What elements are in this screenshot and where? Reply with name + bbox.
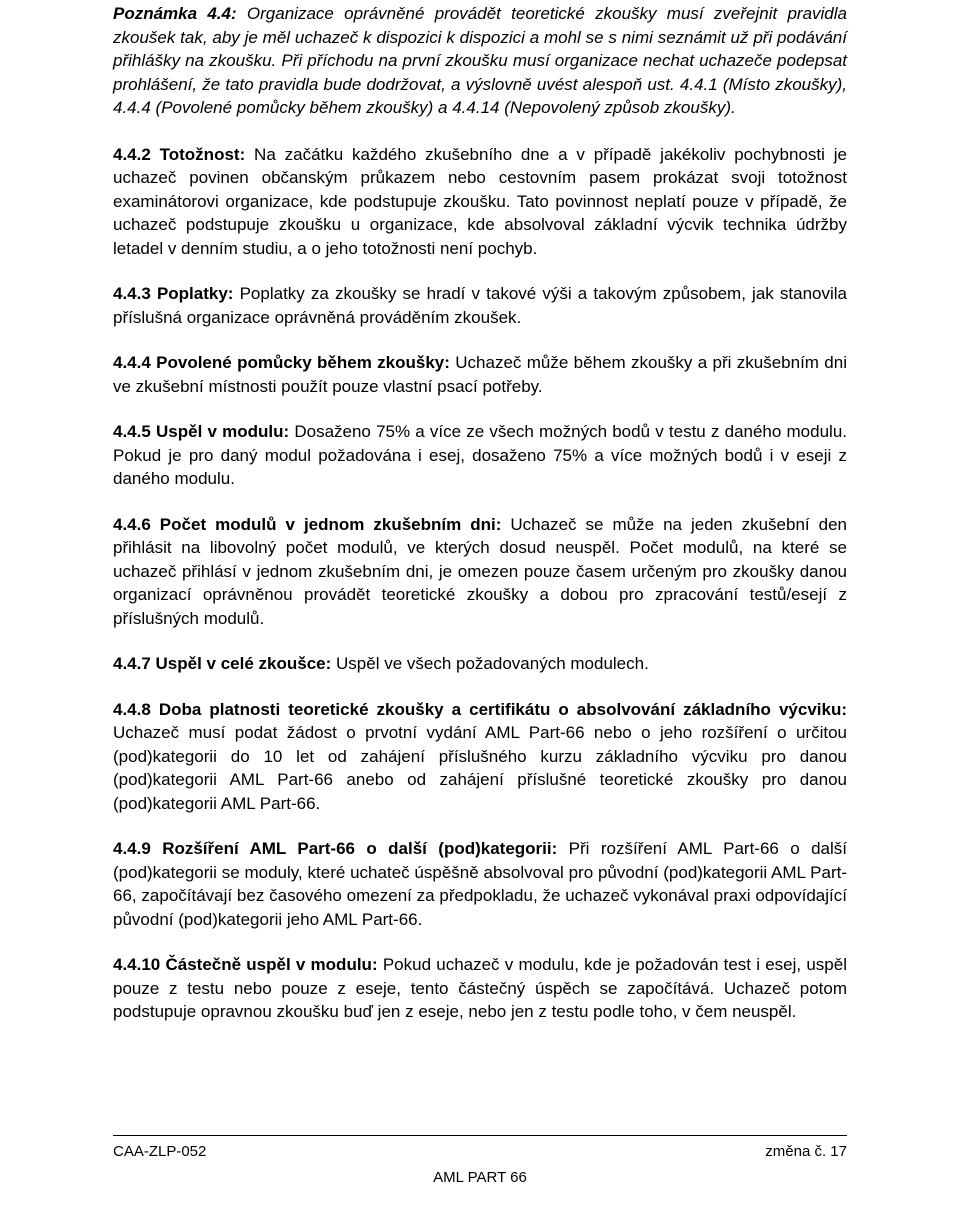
footer-revision: změna č. 17 <box>765 1143 847 1160</box>
footer-doc-id: CAA-ZLP-052 <box>113 1143 207 1160</box>
section-heading: 4.4.4 Povolené pomůcky během zkoušky: <box>113 353 450 372</box>
section-4-4-7 <box>113 652 847 676</box>
note-paragraph <box>113 2 847 120</box>
section-text: Uchazeč musí podat žádost o prvotní vydání AML Part-66 nebo o jeho rozšíření o určitou (pod)kategorii do 10 let od zahájení příslušného kurzu základního výcviku pro danou (pod)kategorii AML Part-66 anebo od zahájení příslušné teoretické zkoušky pro danou (pod)kategorii AML Part-66. <box>113 723 847 813</box>
section-4-4-6 <box>113 513 847 631</box>
footer-title: AML PART 66 <box>433 1169 527 1186</box>
section-4-4-2 <box>113 143 847 261</box>
document-page <box>113 0 847 1024</box>
section-heading: 4.4.2 Totožnost: <box>113 144 246 164</box>
section-4-4-8 <box>113 698 847 816</box>
page-footer <box>113 1135 847 1186</box>
note-label: Poznámka 4.4: <box>113 4 237 23</box>
section-heading: 4.4.5 Uspěl v modulu: <box>113 422 290 441</box>
section-4-4-9 <box>113 837 847 931</box>
section-4-4-10 <box>113 953 847 1024</box>
section-text: Uchazeč může během zkoušky a při zkušebním dni ve zkušební místnosti použít pouze vlastní psací potřeby. <box>113 353 847 396</box>
section-4-4-5 <box>113 420 847 491</box>
section-heading: 4.4.3 Poplatky: <box>113 284 234 303</box>
section-text: Při rozšíření AML Part-66 o další (pod)kategorii se moduly, které uchateč úspěšně absolvoval pro původní (pod)kategorii AML Part-66, započítávají bez časového omezení za předpokladu, že uchazeč vykonával praxi odpovídající původní (pod)kategorii jeho AML Part-66. <box>113 839 847 929</box>
section-text: Na začátku každého zkušebního dne a v případě jakékoliv pochybnosti je uchazeč povinen občanským průkazem nebo cestovním pasem prokázat svoji totožnost examinátorovi organizace, kde podstupuje zkoušku. Tato povinnost neplatí pouze v případě, že uchazeč podstupuje zkoušku u organizace, kde absolvoval základní výcvik technika údržby letadel v denním studiu, a o jeho totožnosti není pochyb. <box>113 144 847 258</box>
section-heading: 4.4.6 Počet modulů v jednom zkušebním dni: <box>113 514 502 534</box>
section-heading: 4.4.10 Částečně uspěl v modulu: <box>113 955 378 974</box>
section-heading: 4.4.7 Uspěl v celé zkoušce: <box>113 654 332 673</box>
section-text: Pokud uchazeč v modulu, kde je požadován test i esej, uspěl pouze z testu nebo pouze z eseje, tento částečný úspěch se započítává. Uchazeč potom podstupuje opravnou zkoušku buď jen z eseje, nebo jen z testu podle toho, v čem neuspěl. <box>113 955 847 1021</box>
section-4-4-4 <box>113 351 847 398</box>
section-heading: 4.4.8 Doba platnosti teoretické zkoušky a certifikátu o absolvování základního výcviku: <box>113 699 847 719</box>
section-text: Uspěl ve všech požadovaných modulech. <box>331 654 649 673</box>
section-text: Uchazeč se může na jeden zkušební den přihlásit na libovolný počet modulů, ve kterých dosud neuspěl. Počet modulů, na které se uchazeč přihlásí v jednom zkušebním dni, je omezen pouze časem určeným pro zkoušky danou organizací oprávněnou provádět teoretické zkoušky a dobou pro zpracování testů/esejí z příslušných modulů. <box>113 514 847 628</box>
note-text: Organizace oprávněné provádět teoretické zkoušky musí zveřejnit pravidla zkoušek tak, aby je měl uchazeč k dispozici k dispozici a mohl se s nimi seznámit už při podávání přihlášky na zkoušku. Při příchodu na první zkoušku musí organizace nechat uchazeče podepsat prohlášení, že tato pravidla bude dodržovat, a výslovně uvést alespoň ust. 4.4.1 (Místo zkoušky), 4.4.4 (Povolené pomůcky během zkoušky) a 4.4.14 (Nepovolený způsob zkoušky). <box>113 4 847 117</box>
section-heading: 4.4.9 Rozšíření AML Part-66 o další (pod)kategorii: <box>113 839 558 858</box>
section-text: Dosaženo 75% a více ze všech možných bodů v testu z daného modulu. Pokud je pro daný modul požadována i esej, dosaženo 75% a více možných bodů i v eseji z daného modulu. <box>113 422 848 488</box>
section-4-4-3 <box>113 282 847 329</box>
section-text: Poplatky za zkoušky se hradí v takové výši a takovým způsobem, jak stanovila příslušná organizace oprávněná prováděním zkoušek. <box>113 284 848 327</box>
